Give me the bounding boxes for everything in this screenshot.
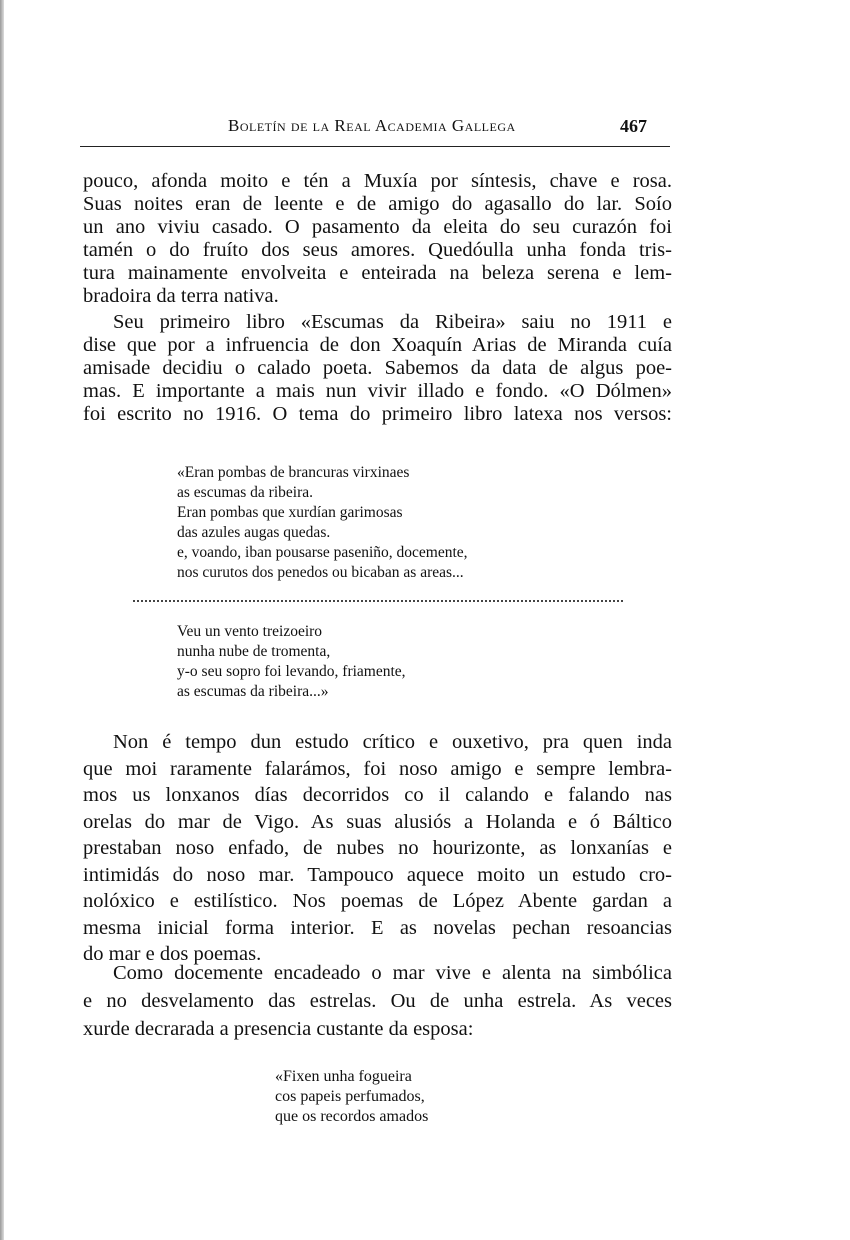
text-line: Seu primeiro libro «Escumas da Ribeira» saiu no 1911 e (113, 311, 672, 333)
verse-line: cos papeis perfumados, (275, 1088, 425, 1105)
text-line: tura mainamente envolveita e enteirada na beleza serena e lem- (83, 262, 672, 284)
verse-line: nos curutos dos penedos ou bicaban as areas... (177, 564, 464, 581)
text-line: Como docemente encadeado o mar vive e alenta na simbólica (113, 962, 672, 984)
text-line: pouco, afonda moito e tén a Muxía por síntesis, chave e rosa. (83, 170, 672, 192)
verse-line: que os recordos amados (275, 1108, 429, 1125)
text-line: que moi raramente falarámos, foi noso amigo e sempre lembra- (83, 757, 672, 780)
header-rule (80, 146, 670, 147)
text-line: dise que por a infruencia de don Xoaquín Arias de Miranda cuía (83, 334, 672, 356)
verse-line: Eran pombas que xurdían garimosas (177, 504, 403, 521)
verse-line: as escumas da ribeira. (177, 484, 313, 501)
text-line: mesma inicial forma interior. E as novelas pechan resoancias (83, 916, 672, 939)
text-line: mas. E importante a mais nun vivir illado e fondo. «O Dólmen» (83, 380, 672, 402)
verse-line: das azules augas quedas. (177, 524, 331, 541)
text-line: Suas noites eran de leente e de amigo do agasallo do lar. Soío (83, 193, 672, 215)
scan-edge (0, 0, 4, 1240)
text-line: tamén o do fruíto dos seus amores. Quedóulla unha fonda tris- (83, 239, 672, 261)
text-line: xurde decrarada a presencia custante da esposa: (83, 1018, 474, 1040)
verse-line: Veu un vento treizoeiro (177, 623, 323, 640)
text-line: nolóxico e estilístico. Nos poemas de López Abente gardan a (83, 890, 672, 912)
verse-line: e, voando, iban pousarse paseniño, docemente, (177, 544, 468, 561)
text-line: amisade decidiu o calado poeta. Sabemos da data de algus poe- (83, 357, 672, 379)
text-line: orelas do mar de Vigo. As suas alusiós a Holanda e ó Báltico (83, 810, 672, 833)
verse-line: y-o seu sopro foi levando, friamente, (177, 663, 406, 680)
text-line: un ano viviu casado. O pasamento da eleita do seu curazón foi (83, 216, 672, 238)
text-line: Non é tempo dun estudo crítico e ouxetivo, pra quen inda (113, 731, 672, 753)
text-line: e no desvelamento das estrelas. Ou de unha estrela. As veces (83, 990, 672, 1012)
page-number: 467 (620, 116, 647, 136)
verse-line: «Eran pombas de brancuras virxinaes (177, 464, 410, 481)
text-line: foi escrito no 1916. O tema do primeiro libro latexa nos versos: (83, 403, 672, 425)
running-header: Boletín de la Real Academia Gallega (228, 116, 516, 135)
dotted-separator (133, 600, 623, 602)
text-line: do mar e dos poemas. (83, 943, 262, 965)
text-line: bradoira da terra nativa. (83, 285, 279, 307)
text-line: mos us lonxanos días decorridos co il calando e falando nas (83, 784, 672, 806)
text-line: intimidás do noso mar. Tampouco aquece moito un estudo cro- (83, 863, 672, 886)
verse-line: as escumas da ribeira...» (177, 683, 329, 700)
verse-line: nunha nube de tromenta, (177, 643, 331, 660)
text-line: prestaban noso enfado, de nubes no hourizonte, as lonxanías e (83, 837, 672, 859)
verse-line: «Fixen unha fogueira (275, 1068, 412, 1085)
